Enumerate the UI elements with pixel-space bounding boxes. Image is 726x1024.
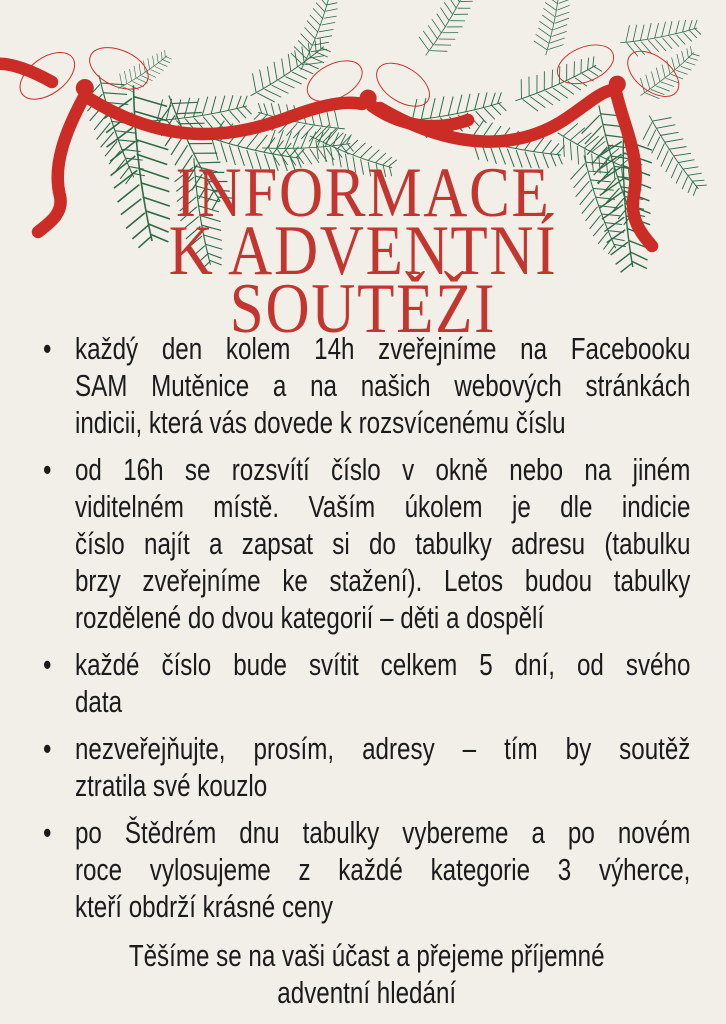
- bullet-marker: •: [43, 331, 52, 366]
- bullet-text-line: rozdělené do dvou kategorií – děti a dospělí: [74, 600, 545, 635]
- bullet-item-5: [43, 814, 690, 925]
- title-line-2: K ADVENTNÍ: [168, 212, 558, 290]
- bullet-text-line: každé číslo bude svítit celkem 5 dní, od svého: [74, 647, 691, 682]
- page-title: [51, 154, 675, 348]
- bullet-marker: •: [43, 647, 52, 682]
- bullet-text-line: nezveřejňujte, prosím, adresy – tím by soutěž: [74, 731, 691, 766]
- ribbon-bow-center: [299, 50, 438, 116]
- ribbon-bow-left: [8, 34, 157, 111]
- bullet-item-3: [43, 646, 690, 720]
- bullet-text: [75, 330, 690, 441]
- closing-note: [43, 937, 690, 1011]
- bullet-item-2: [43, 451, 690, 636]
- bullet-item-4: [43, 730, 690, 804]
- bullet-text-line: od 16h se rozsvítí číslo v okně nebo na jiném: [74, 452, 691, 487]
- title-line-3: SOUTĚŽI: [229, 270, 497, 348]
- ribbon-bow-right: [548, 30, 691, 107]
- bullet-text-line: kteří obdrží krásné ceny: [74, 889, 334, 924]
- title-line-1: INFORMACE: [175, 154, 551, 232]
- bullet-text-line: roce vylosujeme z každé kategorie 3 výherce,: [74, 852, 691, 887]
- bullet-marker: •: [43, 452, 52, 487]
- bullet-text: [75, 451, 690, 636]
- bullet-text: [75, 730, 690, 804]
- bullet-text-line: indicii, která vás dovede k rozsvícenému číslu: [74, 405, 566, 440]
- closing-line-2: adventní hledání: [277, 975, 457, 1010]
- bullet-text-line: číslo najít a zapsat si do tabulky adresu (tabulku: [74, 526, 691, 561]
- poster-body: [43, 330, 690, 1011]
- bullet-item-1: [43, 330, 690, 441]
- bullet-text-line: SAM Mutěnice a na našich webových stránkách: [74, 368, 691, 403]
- closing-line-1: Těšíme se na vaši účast a přejeme příjemné: [128, 938, 605, 973]
- bullet-text-line: každý den kolem 14h zveřejníme na Facebooku: [74, 331, 691, 366]
- bullet-text-line: data: [74, 684, 123, 719]
- bullet-text-line: ztratila své kouzlo: [74, 768, 268, 803]
- bullet-marker: •: [43, 731, 52, 766]
- bullet-text-line: brzy zveřejníme ke stažení). Letos budou tabulky: [74, 563, 691, 598]
- bullet-text-line: viditelném místě. Vaším úkolem je dle indicie: [74, 489, 691, 524]
- bullet-text: [75, 814, 690, 925]
- bullet-text-line: po Štědrém dnu tabulky vybereme a po novém: [74, 815, 691, 850]
- bullet-marker: •: [43, 815, 52, 850]
- bullet-text: [75, 646, 690, 720]
